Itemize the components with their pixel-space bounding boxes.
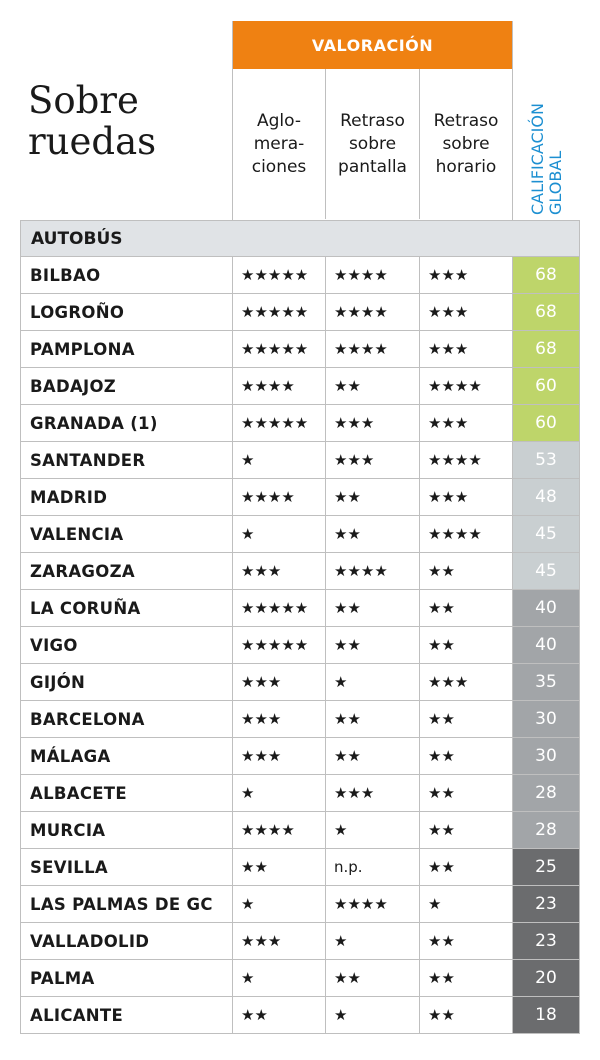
- global-score: 68: [513, 294, 580, 330]
- city-name: VALLADOLID: [21, 923, 233, 959]
- rating-retraso-horario: ★★★: [420, 257, 513, 293]
- rating-retraso-pantalla: n.p.: [326, 849, 420, 885]
- rating-aglomeraciones: ★: [233, 960, 326, 996]
- city-name: ZARAGOZA: [21, 553, 233, 589]
- ratings-table: [20, 220, 580, 1034]
- rating-retraso-pantalla: ★★★★: [326, 886, 420, 922]
- column-header-retraso-horario: Retraso sobre horario: [420, 69, 513, 219]
- global-score: 28: [513, 775, 580, 811]
- rating-retraso-horario: ★★: [420, 627, 513, 663]
- city-name: VIGO: [21, 627, 233, 663]
- global-score: 45: [513, 516, 580, 552]
- rating-retraso-horario: ★★★★: [420, 442, 513, 478]
- city-name: LAS PALMAS DE GC: [21, 886, 233, 922]
- page-title: Sobre ruedas: [28, 79, 157, 163]
- rating-retraso-pantalla: ★★★: [326, 405, 420, 441]
- rating-aglomeraciones: ★★★: [233, 738, 326, 774]
- table-row: [20, 405, 580, 442]
- rating-retraso-pantalla: ★★: [326, 368, 420, 404]
- global-score: 23: [513, 923, 580, 959]
- city-name: VALENCIA: [21, 516, 233, 552]
- column-header-calificacion-global: [513, 69, 580, 219]
- column-header-aglomeraciones: Aglo- mera- ciones: [233, 69, 326, 219]
- rating-retraso-pantalla: ★: [326, 923, 420, 959]
- rating-retraso-pantalla: ★: [326, 664, 420, 700]
- rating-aglomeraciones: ★★★★★: [233, 294, 326, 330]
- table-row: [20, 516, 580, 553]
- table-row: [20, 442, 580, 479]
- table-row: [20, 775, 580, 812]
- global-header-line1: CALIFICACIÓN: [528, 103, 547, 215]
- rating-retraso-pantalla: ★★: [326, 738, 420, 774]
- rating-retraso-horario: ★★★: [420, 405, 513, 441]
- rating-retraso-pantalla: ★★★★: [326, 331, 420, 367]
- rating-retraso-pantalla: ★★: [326, 516, 420, 552]
- rating-retraso-pantalla: ★★: [326, 590, 420, 626]
- section-label: AUTOBÚS: [20, 220, 580, 257]
- table-row: [20, 368, 580, 405]
- city-name: MADRID: [21, 479, 233, 515]
- rating-aglomeraciones: ★★: [233, 997, 326, 1033]
- global-score: 30: [513, 701, 580, 737]
- city-name: LOGROÑO: [21, 294, 233, 330]
- rating-aglomeraciones: ★★★★: [233, 479, 326, 515]
- global-score: 68: [513, 257, 580, 293]
- rating-retraso-pantalla: ★★★: [326, 442, 420, 478]
- table-row: [20, 294, 580, 331]
- table-row: [20, 590, 580, 627]
- global-score: 60: [513, 368, 580, 404]
- city-name: MÁLAGA: [21, 738, 233, 774]
- city-name: BARCELONA: [21, 701, 233, 737]
- rating-aglomeraciones: ★: [233, 442, 326, 478]
- column-header-retraso-pantalla: Retraso sobre pantalla: [326, 69, 420, 219]
- global-score: 60: [513, 405, 580, 441]
- rating-aglomeraciones: ★★★★★: [233, 257, 326, 293]
- city-name: PAMPLONA: [21, 331, 233, 367]
- table-row: [20, 627, 580, 664]
- rating-aglomeraciones: ★★★★★: [233, 627, 326, 663]
- city-name: BILBAO: [21, 257, 233, 293]
- table-row: [20, 257, 580, 294]
- global-score: 68: [513, 331, 580, 367]
- rating-retraso-pantalla: ★★: [326, 960, 420, 996]
- global-score: 30: [513, 738, 580, 774]
- rating-retraso-horario: ★★★★: [420, 516, 513, 552]
- rating-retraso-horario: ★★: [420, 775, 513, 811]
- rating-aglomeraciones: ★★: [233, 849, 326, 885]
- global-score: 20: [513, 960, 580, 996]
- global-score: 35: [513, 664, 580, 700]
- table-row: [20, 886, 580, 923]
- rating-retraso-horario: ★★★★: [420, 368, 513, 404]
- global-score: 45: [513, 553, 580, 589]
- rating-retraso-horario: ★★★: [420, 294, 513, 330]
- rating-aglomeraciones: ★★★: [233, 701, 326, 737]
- rating-aglomeraciones: ★★★★: [233, 812, 326, 848]
- rating-aglomeraciones: ★★★: [233, 553, 326, 589]
- rating-retraso-horario: ★★: [420, 923, 513, 959]
- city-name: PALMA: [21, 960, 233, 996]
- rating-aglomeraciones: ★★★★★: [233, 405, 326, 441]
- rating-retraso-pantalla: ★★: [326, 701, 420, 737]
- table-row: [20, 849, 580, 886]
- table-row: [20, 997, 580, 1034]
- city-name: ALBACETE: [21, 775, 233, 811]
- rating-retraso-horario: ★★: [420, 701, 513, 737]
- rating-retraso-horario: ★: [420, 886, 513, 922]
- rating-retraso-horario: ★★: [420, 849, 513, 885]
- global-score: 48: [513, 479, 580, 515]
- city-name: GIJÓN: [21, 664, 233, 700]
- global-score: 28: [513, 812, 580, 848]
- rating-aglomeraciones: ★: [233, 516, 326, 552]
- global-header-line2: GLOBAL: [546, 150, 565, 215]
- city-name: SANTANDER: [21, 442, 233, 478]
- global-score: 40: [513, 627, 580, 663]
- rating-retraso-horario: ★★: [420, 997, 513, 1033]
- rating-retraso-horario: ★★: [420, 812, 513, 848]
- rating-aglomeraciones: ★★★★★: [233, 590, 326, 626]
- rating-retraso-pantalla: ★★: [326, 627, 420, 663]
- city-name: GRANADA (1): [21, 405, 233, 441]
- global-score: 18: [513, 997, 580, 1033]
- rating-aglomeraciones: ★★★★: [233, 368, 326, 404]
- rating-aglomeraciones: ★★★: [233, 923, 326, 959]
- rating-retraso-horario: ★★: [420, 738, 513, 774]
- rating-retraso-pantalla: ★★★★: [326, 257, 420, 293]
- valoracion-header: VALORACIÓN: [233, 21, 512, 69]
- rating-retraso-pantalla: ★: [326, 997, 420, 1033]
- rating-retraso-horario: ★★★: [420, 479, 513, 515]
- city-name: MURCIA: [21, 812, 233, 848]
- table-row: [20, 738, 580, 775]
- table-row: [20, 479, 580, 516]
- city-name: LA CORUÑA: [21, 590, 233, 626]
- table-body: [20, 257, 580, 1034]
- rating-retraso-horario: ★★: [420, 590, 513, 626]
- rating-aglomeraciones: ★★★: [233, 664, 326, 700]
- global-score: 53: [513, 442, 580, 478]
- rating-retraso-horario: ★★: [420, 960, 513, 996]
- rating-retraso-pantalla: ★★★: [326, 775, 420, 811]
- table-row: [20, 701, 580, 738]
- table-row: [20, 331, 580, 368]
- table-row: [20, 553, 580, 590]
- table-row: [20, 664, 580, 701]
- global-score: 23: [513, 886, 580, 922]
- global-score: 40: [513, 590, 580, 626]
- rating-aglomeraciones: ★: [233, 775, 326, 811]
- table-row: [20, 960, 580, 997]
- table-row: [20, 923, 580, 960]
- rating-retraso-pantalla: ★★: [326, 479, 420, 515]
- global-score: 25: [513, 849, 580, 885]
- city-name: SEVILLA: [21, 849, 233, 885]
- city-name: BADAJOZ: [21, 368, 233, 404]
- rating-retraso-horario: ★★★: [420, 331, 513, 367]
- rating-retraso-pantalla: ★★★★: [326, 294, 420, 330]
- table-row: [20, 812, 580, 849]
- rating-retraso-pantalla: ★: [326, 812, 420, 848]
- rating-aglomeraciones: ★★★★★: [233, 331, 326, 367]
- rating-retraso-pantalla: ★★★★: [326, 553, 420, 589]
- rating-retraso-horario: ★★: [420, 553, 513, 589]
- city-name: ALICANTE: [21, 997, 233, 1033]
- rating-retraso-horario: ★★★: [420, 664, 513, 700]
- rating-aglomeraciones: ★: [233, 886, 326, 922]
